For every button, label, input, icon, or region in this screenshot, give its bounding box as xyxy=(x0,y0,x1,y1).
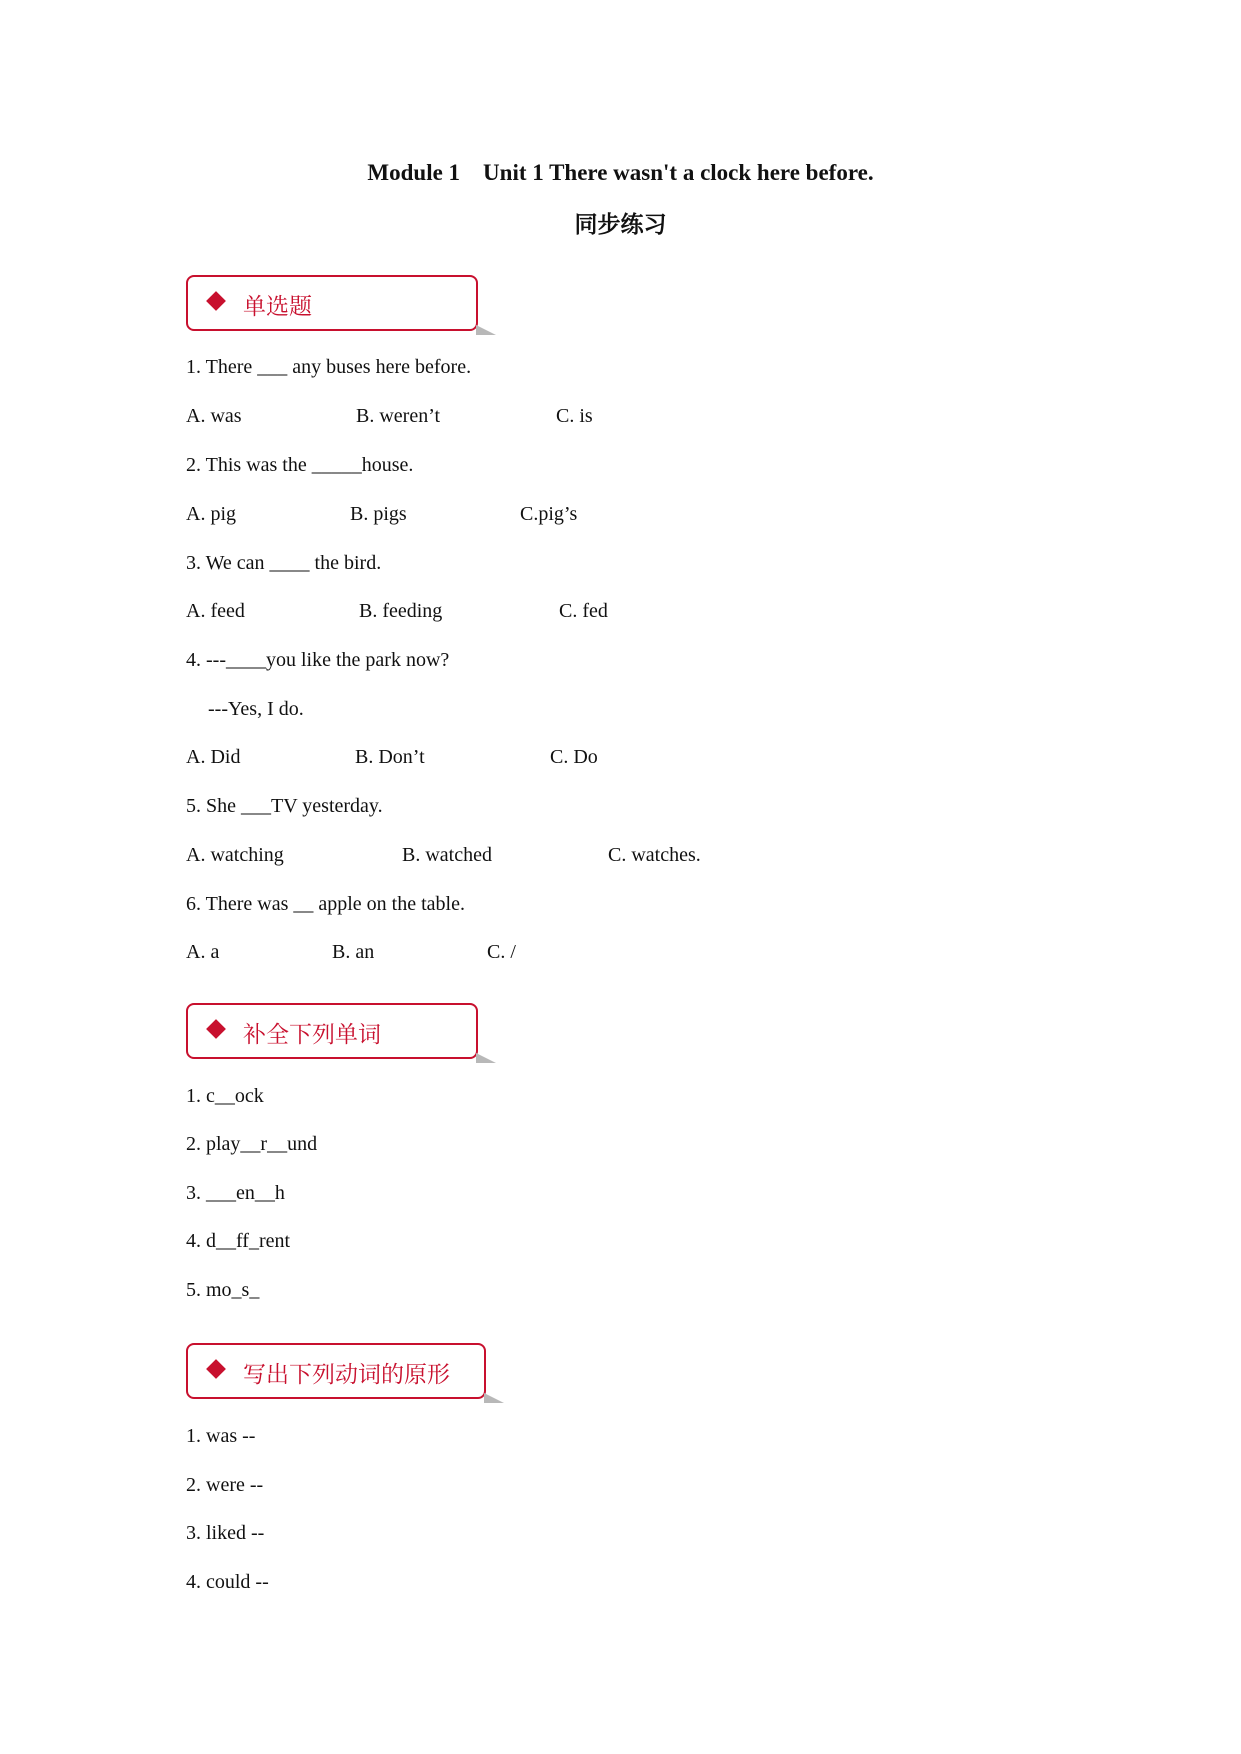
option-b: B. weren’t xyxy=(356,405,441,427)
list-item: 3. ___en__h xyxy=(186,1182,285,1204)
question-text: 4. ---____you like the park now? xyxy=(186,649,450,671)
question-reply: ---Yes, I do. xyxy=(208,698,304,720)
option-a: A. a xyxy=(186,941,220,963)
option-a: A. watching xyxy=(186,844,284,866)
option-b: B. watched xyxy=(402,844,492,866)
option-b: B. an xyxy=(332,941,375,963)
option-a: A. was xyxy=(186,405,242,427)
option-c: C. fed xyxy=(559,600,608,622)
diamond-icon xyxy=(206,1019,226,1039)
section-heading: 补全下列单词 xyxy=(243,1022,381,1048)
option-c: C. watches. xyxy=(608,844,701,866)
page-subtitle: 同步练习 xyxy=(574,212,667,238)
list-item: 4. could -- xyxy=(186,1571,269,1593)
option-a: A. feed xyxy=(186,600,245,622)
section-heading-box xyxy=(186,1343,486,1399)
question-text: 3. We can ____ the bird. xyxy=(186,552,382,574)
list-item: 2. were -- xyxy=(186,1474,264,1496)
option-b: B. pigs xyxy=(350,503,407,525)
section-heading: 单选题 xyxy=(243,294,312,320)
question-text: 2. This was the _____house. xyxy=(186,454,414,476)
list-item: 4. d__ff_rent xyxy=(186,1230,291,1252)
shadow-tail xyxy=(476,325,496,335)
list-item: 1. c__ock xyxy=(186,1085,264,1107)
question-text: 6. There was __ apple on the table. xyxy=(186,893,465,915)
section-heading: 写出下列动词的原形 xyxy=(243,1362,450,1388)
diamond-icon xyxy=(206,291,226,311)
question-text: 5. She ___TV yesterday. xyxy=(186,795,383,817)
option-c: C. / xyxy=(487,941,516,963)
option-c: C.pig’s xyxy=(520,503,578,525)
option-a: A. pig xyxy=(186,503,236,525)
section-heading-box xyxy=(186,1003,478,1059)
option-c: C. Do xyxy=(550,746,598,768)
page-title: Module 1 Unit 1 There wasn't a clock here before. xyxy=(367,160,874,185)
question-text: 1. There ___ any buses here before. xyxy=(186,356,472,378)
shadow-tail xyxy=(484,1393,504,1403)
list-item: 5. mo_s_ xyxy=(186,1279,260,1301)
diamond-icon xyxy=(206,1359,226,1379)
option-b: B. Don’t xyxy=(355,746,425,768)
shadow-tail xyxy=(476,1053,496,1063)
section-heading-box xyxy=(186,275,478,331)
list-item: 2. play__r__und xyxy=(186,1133,318,1155)
option-a: A. Did xyxy=(186,746,241,768)
option-b: B. feeding xyxy=(359,600,443,622)
list-item: 3. liked -- xyxy=(186,1522,265,1544)
list-item: 1. was -- xyxy=(186,1425,256,1447)
option-c: C. is xyxy=(556,405,593,427)
